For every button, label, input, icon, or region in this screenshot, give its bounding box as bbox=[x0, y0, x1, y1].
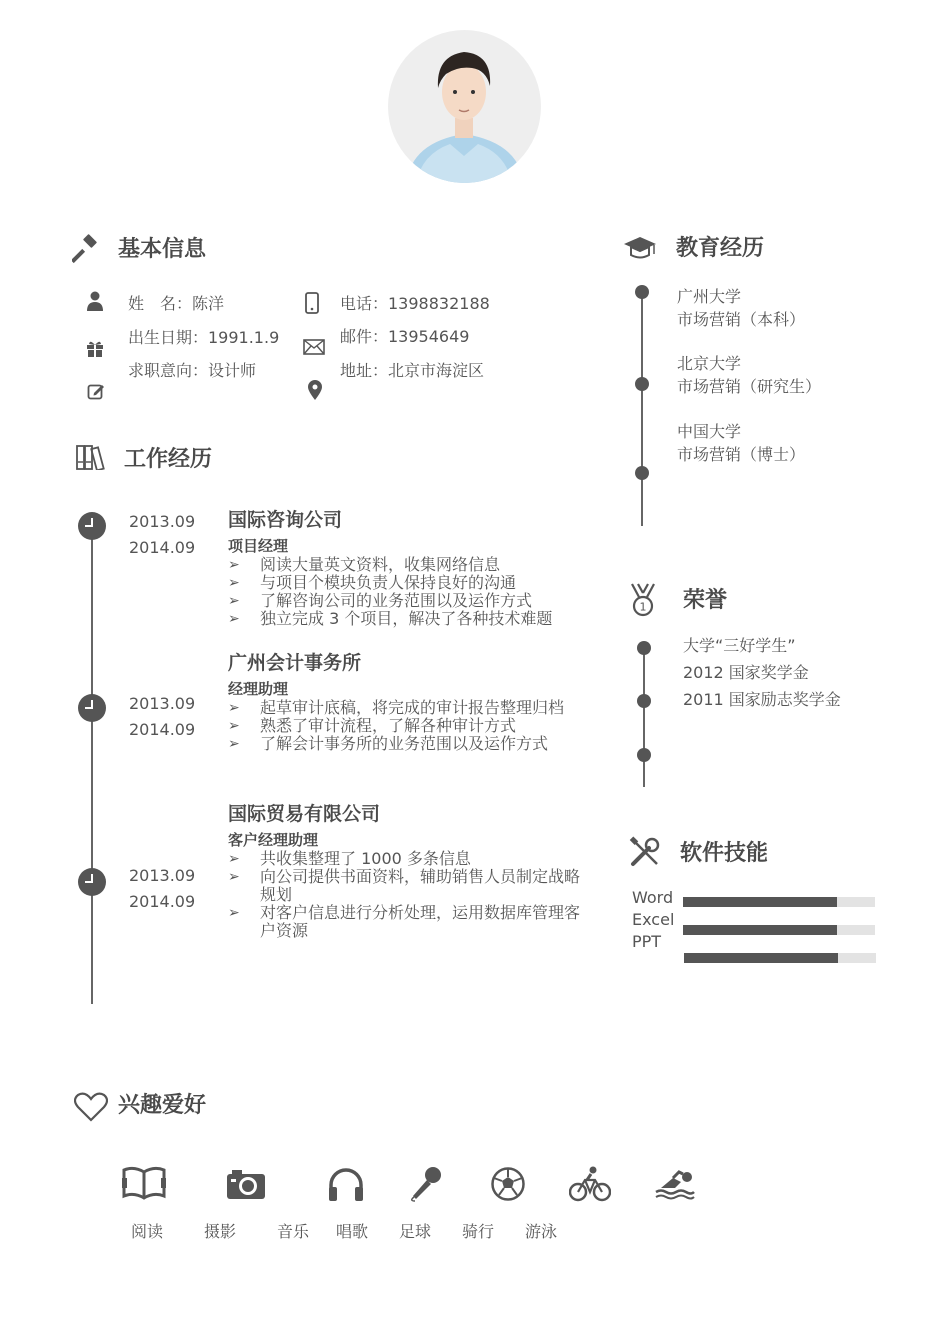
job-date: 2013.09 2014.09 bbox=[129, 694, 196, 739]
birth-field: 出生日期：1991.1.9 bbox=[128, 328, 280, 347]
honor-item: 大学“三好学生” bbox=[683, 636, 796, 655]
company-name: 国际贸易有限公司 bbox=[228, 803, 381, 825]
job-role: 项目经理 bbox=[228, 537, 289, 555]
arrow-icon: ➢ bbox=[228, 557, 240, 573]
education-entry bbox=[677, 352, 821, 398]
svg-text:1: 1 bbox=[639, 600, 647, 614]
hobby-label: 音乐 bbox=[276, 1222, 310, 1241]
hobby-label: 摄影 bbox=[203, 1222, 237, 1241]
avatar bbox=[388, 30, 541, 183]
portrait-photo bbox=[388, 30, 541, 183]
phone-field: 电话：1398832188 bbox=[340, 294, 490, 313]
hobby-label: 足球 bbox=[398, 1222, 432, 1241]
tools-icon bbox=[629, 836, 661, 868]
skill-name: Excel bbox=[632, 910, 675, 929]
hobby-label: 骑行 bbox=[461, 1222, 495, 1241]
binders-icon bbox=[76, 444, 108, 470]
timeline-dot bbox=[637, 748, 651, 762]
education-entry bbox=[677, 285, 805, 331]
intent-field: 求职意向：设计师 bbox=[128, 361, 257, 380]
name-field: 姓 名：陈洋 bbox=[128, 294, 225, 313]
timeline-dot bbox=[637, 641, 651, 655]
hobby-label: 唱歌 bbox=[335, 1222, 369, 1241]
person-icon bbox=[86, 291, 104, 311]
section-title-skills: 软件技能 bbox=[680, 841, 769, 866]
mobile-phone-icon bbox=[305, 292, 319, 314]
school-name: 北京大学 bbox=[677, 354, 742, 373]
honor-item: 2012 国家奖学金 bbox=[683, 663, 809, 682]
football-icon bbox=[491, 1167, 525, 1201]
skill-bar bbox=[684, 953, 876, 963]
honors-timeline bbox=[643, 645, 645, 787]
job-date: 2013.09 2014.09 bbox=[129, 512, 196, 557]
section-title-education: 教育经历 bbox=[676, 236, 765, 261]
skill-bar-fill bbox=[683, 897, 837, 907]
school-name: 广州大学 bbox=[677, 287, 742, 306]
timeline-dot bbox=[635, 285, 649, 299]
honor-item: 2011 国家励志奖学金 bbox=[683, 690, 841, 709]
arrow-icon: ➢ bbox=[228, 905, 240, 921]
skill-bar-fill bbox=[683, 925, 837, 935]
timeline-dot bbox=[635, 377, 649, 391]
address-field: 地址：北京市海淀区 bbox=[340, 361, 485, 380]
list-item: ➢ 起草审计底稿，将完成的审计报告整理归档 bbox=[228, 698, 565, 717]
job-entry bbox=[228, 648, 580, 753]
hobby-label: 游泳 bbox=[524, 1222, 558, 1241]
list-item: ➢ 与项目个模块负责人保持良好的沟通 bbox=[228, 573, 517, 592]
list-item: ➢ 对客户信息进行分析处理，运用数据库管理客户资源 bbox=[228, 903, 581, 940]
hobby-label: 阅读 bbox=[130, 1222, 164, 1241]
gift-icon bbox=[86, 339, 104, 357]
list-item: ➢ 共收集整理了 1000 多条信息 bbox=[228, 849, 471, 868]
skill-bar bbox=[683, 925, 875, 935]
list-item: ➢ 独立完成 3 个项目，解决了各种技术难题 bbox=[228, 609, 553, 628]
section-title-work: 工作经历 bbox=[124, 447, 213, 472]
camera-icon bbox=[226, 1168, 266, 1200]
clock-icon bbox=[78, 694, 106, 722]
job-duties bbox=[228, 850, 580, 940]
graduation-cap-icon bbox=[623, 236, 657, 260]
job-entry bbox=[228, 799, 580, 940]
major-name: 市场营销（研究生） bbox=[677, 377, 822, 396]
job-role: 客户经理助理 bbox=[228, 831, 319, 849]
list-item: ➢ 阅读大量英文资料，收集网络信息 bbox=[228, 555, 501, 574]
heart-icon bbox=[74, 1092, 108, 1122]
major-name: 市场营销（博士） bbox=[677, 445, 806, 464]
company-name: 广州会计事务所 bbox=[228, 652, 362, 674]
job-date: 2013.09 2014.09 bbox=[129, 866, 196, 911]
section-title-honors: 荣誉 bbox=[683, 588, 728, 613]
microphone-icon bbox=[409, 1166, 443, 1202]
arrow-icon: ➢ bbox=[228, 700, 240, 716]
email-field: 邮件：13954649 bbox=[340, 327, 470, 346]
clock-icon bbox=[78, 868, 106, 896]
arrow-icon: ➢ bbox=[228, 718, 240, 734]
job-duties bbox=[228, 699, 580, 753]
education-entry bbox=[677, 420, 805, 466]
list-item: ➢ 了解会计事务所的业务范围以及运作方式 bbox=[228, 734, 549, 753]
list-item: ➢ 熟悉了审计流程，了解各种审计方式 bbox=[228, 716, 517, 735]
education-timeline bbox=[641, 288, 643, 526]
section-title-hobbies: 兴趣爱好 bbox=[118, 1093, 207, 1118]
medal-icon bbox=[629, 583, 657, 617]
skill-bar-fill bbox=[684, 953, 838, 963]
list-item: ➢ 了解咨询公司的业务范围以及运作方式 bbox=[228, 591, 533, 610]
envelope-icon bbox=[303, 339, 325, 355]
swimming-icon bbox=[655, 1168, 695, 1200]
arrow-icon: ➢ bbox=[228, 575, 240, 591]
work-timeline bbox=[91, 520, 93, 1004]
arrow-icon: ➢ bbox=[228, 593, 240, 609]
list-item: ➢ 向公司提供书面资料，辅助销售人员制定战略规划 bbox=[228, 867, 581, 904]
job-role: 经理助理 bbox=[228, 680, 289, 698]
major-name: 市场营销（本科） bbox=[677, 310, 806, 329]
job-duties bbox=[228, 556, 580, 628]
location-pin-icon bbox=[308, 380, 322, 400]
clock-icon bbox=[78, 512, 106, 540]
hammer-icon bbox=[72, 234, 102, 264]
book-icon bbox=[122, 1166, 166, 1200]
company-name: 国际咨询公司 bbox=[228, 509, 343, 531]
timeline-dot bbox=[637, 694, 651, 708]
job-entry bbox=[228, 505, 580, 628]
school-name: 中国大学 bbox=[677, 422, 742, 441]
skill-name: Word bbox=[632, 888, 674, 907]
timeline-dot bbox=[635, 466, 649, 480]
skill-name: PPT bbox=[632, 932, 662, 951]
headphones-icon bbox=[327, 1166, 365, 1202]
arrow-icon: ➢ bbox=[228, 851, 240, 867]
bicycle-icon bbox=[569, 1166, 611, 1202]
section-title-basic: 基本信息 bbox=[118, 237, 207, 262]
arrow-icon: ➢ bbox=[228, 611, 240, 627]
arrow-icon: ➢ bbox=[228, 736, 240, 752]
edit-icon bbox=[87, 382, 105, 400]
skill-bar bbox=[683, 897, 875, 907]
arrow-icon: ➢ bbox=[228, 869, 240, 885]
